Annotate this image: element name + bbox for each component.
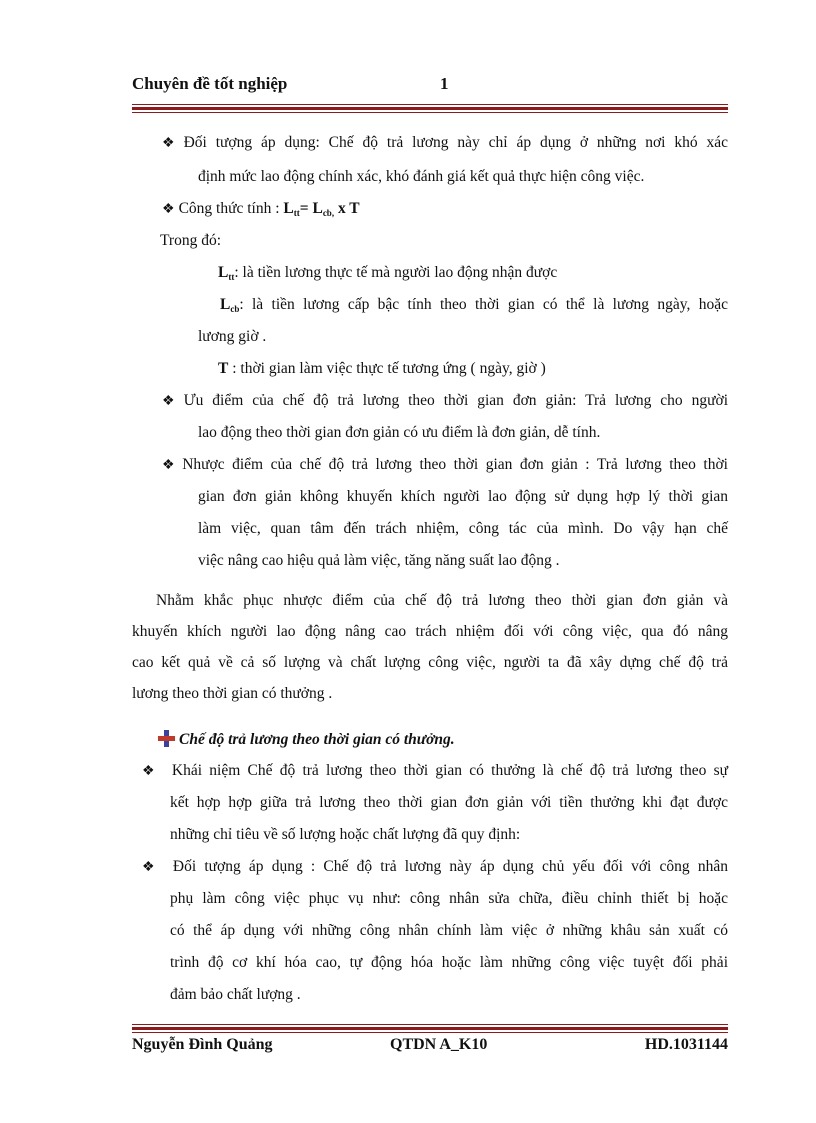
plus-bullet-icon xyxy=(158,730,175,747)
definition-lcb: $L_{cb}$: là tiền lương cấp bậc tính theo thời gian có thể là lương ngày, hoặc xyxy=(220,296,728,314)
paragraph-line: cao kết quả về cả số lượng và chất lượng công việc, người ta đã xây dựng chế độ trả xyxy=(132,654,728,671)
footer-divider xyxy=(132,1024,728,1033)
list-item-cont: những chỉ tiêu về số lượng hoặc chất lượng đã quy định: xyxy=(170,826,521,843)
footer-code: HD.1031144 xyxy=(644,1036,728,1053)
footer-author: Nguyễn Đình Quảng xyxy=(132,1036,273,1053)
definition-ltt: $L_{tt}$: là tiền lương thực tế mà người lao động nhận được xyxy=(218,264,558,282)
list-item: ❖ Khái niệm Chế độ trả lương theo thời gian có thưởng là chế độ trả lương theo sự xyxy=(142,762,728,779)
diamond-bullet-icon: ❖ xyxy=(162,458,179,473)
list-item-cont: định mức lao động chính xác, khó đánh giá kết quả thực hiện công việc. xyxy=(198,168,645,185)
list-item-cont: có thể áp dụng với những công nhân chính làm việc ở những khâu sản xuất có xyxy=(170,922,728,939)
trong-do-label: Trong đó: xyxy=(160,232,222,249)
page-number: 1 xyxy=(440,74,449,93)
formula-line: ❖ Công thức tính : $L_{tt}= L_{cb,}$ x T xyxy=(162,200,360,218)
list-item: ❖ Đối tượng áp dụng: Chế độ trả lương này chỉ áp dụng ở những nơi khó xác xyxy=(162,134,728,151)
diamond-bullet-icon: ❖ xyxy=(142,764,158,779)
definition-lcb-cont: lương giờ . xyxy=(198,328,267,345)
definition-t: T : thời gian làm việc thực tế tương ứng ( ngày, giờ ) xyxy=(218,360,546,377)
list-item-cont: phụ làm công việc phục vụ như: công nhân sửa chữa, điều chỉnh thiết bị hoặc xyxy=(170,890,728,907)
list-item-cont: lao động theo thời gian đơn giản có ưu điểm là đơn giản, dễ tính. xyxy=(198,424,601,441)
list-item-cont: kết hợp hợp giữa trả lương theo thời gian đơn giản với tiền thưởng khi đạt được xyxy=(170,794,728,811)
header-divider xyxy=(132,104,728,113)
list-item: ❖ Ưu điểm của chế độ trả lương theo thời gian đơn giản: Trả lương cho người xyxy=(162,392,728,409)
diamond-bullet-icon: ❖ xyxy=(162,136,180,151)
section-heading: Chế độ trả lương theo thời gian có thưởng. xyxy=(158,730,455,749)
list-item-cont: việc nâng cao hiệu quả làm việc, tăng năng suất lao động . xyxy=(198,552,560,569)
list-item-cont: làm việc, quan tâm đến trách nhiệm, công tác của mình. Do vậy hạn chế xyxy=(198,520,728,537)
list-item-cont: trình độ cơ khí hóa cao, tự động hóa hoặc làm những công việc tuyệt đối phải xyxy=(170,954,728,971)
page-footer xyxy=(132,1036,728,1058)
paragraph-line: khuyến khích người lao động nâng cao trách nhiệm đối với công việc, qua đó nâng xyxy=(132,623,728,640)
list-item: ❖ Nhược điểm của chế độ trả lương theo thời gian đơn giản : Trả lương theo thời xyxy=(162,456,728,473)
diamond-bullet-icon: ❖ xyxy=(142,860,159,875)
paragraph-line: Nhằm khắc phục nhược điểm của chế độ trả lương theo thời gian đơn giản và xyxy=(156,592,728,609)
diamond-bullet-icon: ❖ xyxy=(162,394,180,409)
paragraph-line: lương theo thời gian có thưởng . xyxy=(132,685,333,702)
header-title: Chuyên đề tốt nghiệp xyxy=(132,74,288,93)
footer-class: QTDN A_K10 xyxy=(390,1036,488,1053)
page-header xyxy=(132,74,728,98)
list-item-cont: gian đơn giản không khuyến khích người lao động sử dụng hợp lý thời gian xyxy=(198,488,728,505)
list-item: ❖ Đối tượng áp dụng : Chế độ trả lương này áp dụng chủ yếu đối với công nhân xyxy=(142,858,728,875)
diamond-bullet-icon: ❖ xyxy=(162,202,175,217)
list-item-cont: đảm bảo chất lượng . xyxy=(170,986,301,1003)
